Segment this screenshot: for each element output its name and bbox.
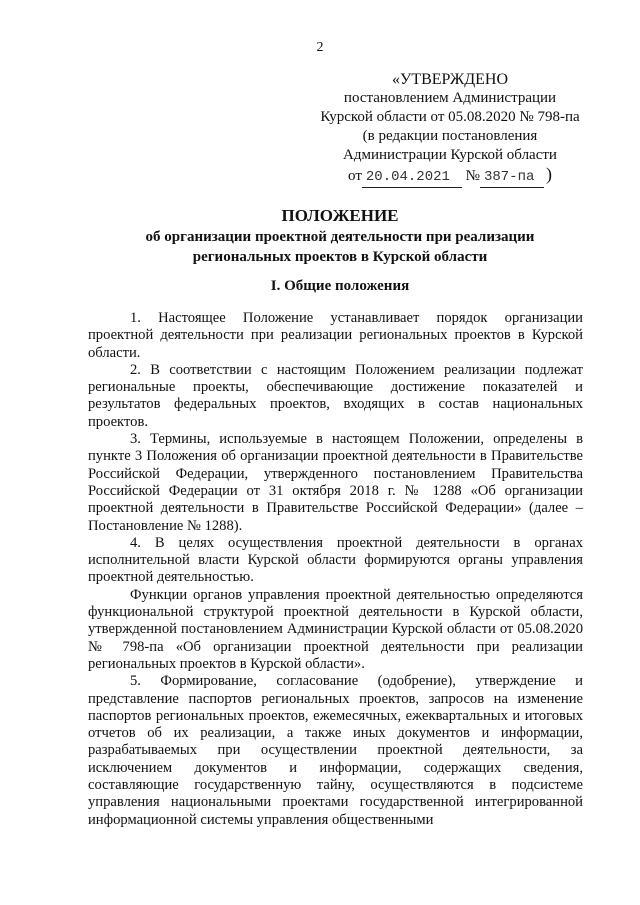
page-number: 2 xyxy=(316,40,324,55)
paragraph-functions: Функции органов управления проектной деятельностью определяются функциональной структурой проектной деятельности в Курской области, утвержденной постановлением Администрации Курской области от 05.08.2020 № 798-па «Об организации проектной деятельности при реализации региональных проектов в Курской области». xyxy=(88,586,583,672)
title-main: ПОЛОЖЕНИЕ xyxy=(281,206,399,225)
paragraph-2: 2. В соответствии с настоящим Положением реализации подлежат региональные проекты, обеспечивающие достижение показателей и результатов федеральных проектов, входящих в состав национальных проектов. xyxy=(88,361,583,430)
document-title xyxy=(80,205,600,267)
approval-line-amendment xyxy=(300,165,600,188)
paragraph-4: 4. В целях осуществления проектной деятельности в органах исполнительной власти Курской области формируются органы управления проектной деятельностью. xyxy=(88,534,583,586)
amendment-number xyxy=(480,168,544,188)
amendment-number-suffix: -па xyxy=(509,169,535,185)
title-subtitle-line-2: региональных проектов в Курской области xyxy=(192,249,488,265)
approval-line-region-date: Курской области от 05.08.2020 № 798-па xyxy=(320,109,580,125)
paragraph-5: 5. Формирование, согласование (одобрение), утверждение и представление паспортов региональных проектов, запросов на изменение паспортов региональных проектов, ежемесячных, ежеквартальных и итоговых отчетов об их реализации, а также иных документов и информации, разрабатываемых при осуществлении проектной деятельности, за исключением документов и информации, содержащих сведения, составляющие государственную тайну, осуществляются в подсистеме управления национальными проектами государственной интегрированной информационной системы управления общественными xyxy=(88,673,583,828)
approval-line-edition: (в редакции постановления xyxy=(362,128,538,144)
document-body xyxy=(88,310,583,829)
number-sign: № xyxy=(465,168,480,184)
approval-line-resolution: постановлением Администрации xyxy=(343,90,557,106)
from-prefix: от xyxy=(348,168,362,184)
section-heading: I. Общие положения xyxy=(270,278,410,294)
approval-line-approved: «УТВЕРЖДЕНО xyxy=(391,71,508,88)
approval-stamp-block xyxy=(300,70,600,188)
title-subtitle-line-1: об организации проектной деятельности при реализации xyxy=(145,229,535,245)
amendment-number-value: 387 xyxy=(483,169,510,185)
closing-parenthesis: ) xyxy=(545,164,552,184)
amendment-date: 20.04.2021 xyxy=(362,168,462,188)
paragraph-1: 1. Настоящее Положение устанавливает порядок организации проектной деятельности при реализации региональных проектов в Курской области. xyxy=(88,310,583,361)
approval-line-administration: Администрации Курской области xyxy=(343,147,557,163)
paragraph-3: 3. Термины, используемые в настоящем Положении, определены в пункте 3 Положения об организации проектной деятельности в Правительстве Российской Федерации, утвержденного постановлением Правительства Российской Федерации от 31 октября 2018 г. № 1288 «Об организации проектной деятельности в Правительстве Российской Федерации» (далее – Постановление № 1288). xyxy=(88,431,583,534)
